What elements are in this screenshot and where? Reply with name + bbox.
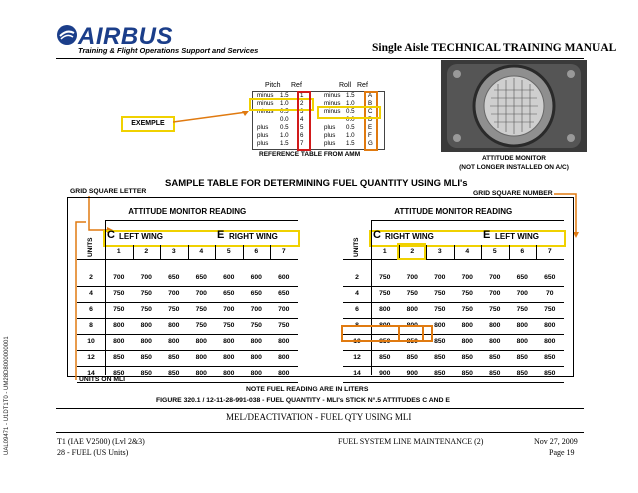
section-caption: MEL/DEACTIVATION - FUEL QTY USING MLI	[226, 412, 412, 422]
left-fuel-value: 800	[195, 338, 207, 345]
right-fuel-value: 800	[544, 338, 556, 345]
left-column-number: 4	[199, 248, 204, 255]
footer-page: Page 19	[549, 448, 575, 457]
right-fuel-value: 800	[516, 338, 528, 345]
right-fuel-value: 750	[489, 306, 501, 313]
right-column-number: 6	[520, 248, 525, 255]
left-column-number: 1	[116, 248, 121, 255]
left-fuel-value: 750	[250, 322, 262, 329]
left-fuel-value: 700	[140, 274, 152, 281]
right-fuel-value: 700	[461, 274, 473, 281]
right-fuel-value: 850	[489, 370, 501, 377]
pitch-value: 0.5	[280, 124, 289, 131]
right-fuel-value: 900	[406, 370, 418, 377]
roll-sign: plus	[324, 140, 336, 147]
right-fuel-value: 800	[489, 338, 501, 345]
right-fuel-value: 850	[379, 354, 391, 361]
right-fuel-value: 800	[544, 322, 556, 329]
right-column-divider	[481, 245, 482, 259]
right-fuel-value: 850	[516, 354, 528, 361]
pitch-ref-column-highlight	[297, 91, 311, 151]
right-fuel-value: 700	[434, 274, 446, 281]
left-fuel-value: 750	[195, 306, 207, 313]
left-column-divider	[270, 245, 271, 259]
left-reading-heading: ATTITUDE MONITOR READING	[128, 207, 247, 216]
pitch-ref: 3	[300, 108, 304, 115]
left-fuel-value: 700	[250, 306, 262, 313]
right-fuel-value: 700	[489, 274, 501, 281]
pitch-ref: 6	[300, 132, 304, 139]
airbus-wordmark: AIRBUS	[78, 23, 174, 50]
right-fuel-value: 850	[434, 370, 446, 377]
left-column-number: 2	[144, 248, 149, 255]
right-unit-divider	[371, 220, 372, 375]
left-unit-value: 6	[89, 306, 93, 313]
left-fuel-value: 800	[113, 322, 125, 329]
left-row-rule	[77, 350, 298, 351]
right-fuel-value: 700	[489, 290, 501, 297]
right-row-rule	[343, 350, 564, 351]
right-unit-value: 6	[355, 306, 359, 313]
left-fuel-value: 600	[278, 274, 290, 281]
grid-square-number-label: GRID SQUARE NUMBER	[473, 190, 553, 197]
left-fuel-value: 850	[113, 370, 125, 377]
left-wing-left-letter: C	[107, 229, 115, 241]
right-wing-right-letter: E	[483, 229, 491, 241]
reference-caption: REFERENCE TABLE FROM AMM	[259, 151, 361, 158]
pitch-ref: 2	[300, 100, 304, 107]
right-row-rule	[343, 318, 564, 319]
left-fuel-value: 850	[140, 370, 152, 377]
left-row-rule	[77, 334, 298, 335]
left-fuel-value: 800	[278, 354, 290, 361]
figure-caption: FIGURE 320.1 / 12-11-28-991-038 - FUEL QUANTITY - MLI's STICK N°.5 ATTITUDES C AND E	[156, 397, 450, 404]
right-column-divider	[426, 245, 427, 259]
roll-header: Roll	[339, 82, 352, 89]
roll-ref-header: Ref	[357, 82, 368, 89]
left-unit-value: 12	[87, 354, 95, 361]
exemple-label: EXEMPLE	[121, 116, 175, 132]
left-unit-divider	[105, 220, 106, 375]
footer-date: Nov 27, 2009	[534, 437, 578, 446]
right-fuel-value: 750	[434, 290, 446, 297]
right-fuel-value: 850	[489, 354, 501, 361]
left-fuel-value: 750	[278, 322, 290, 329]
left-row-rule	[77, 318, 298, 319]
left-fuel-value: 800	[250, 370, 262, 377]
right-fuel-value: 850	[516, 370, 528, 377]
left-fuel-value: 700	[113, 274, 125, 281]
left-units-label: UNITS	[87, 237, 94, 257]
left-fuel-value: 700	[278, 306, 290, 313]
right-fuel-value: 850	[379, 338, 391, 345]
left-row-rule	[77, 286, 298, 287]
table-title: SAMPLE TABLE FOR DETERMINING FUEL QUANTITY USING MLI's	[165, 178, 468, 189]
left-fuel-value: 800	[223, 338, 235, 345]
left-fuel-value: 750	[140, 306, 152, 313]
attitude-monitor-caption: ATTITUDE MONITOR	[481, 155, 547, 162]
right-fuel-value: 750	[406, 290, 418, 297]
right-fuel-value: 800	[434, 322, 446, 329]
pitch-sign: plus	[257, 140, 269, 147]
airbus-logo	[56, 24, 78, 51]
roll-value: 0.5	[346, 108, 355, 115]
pitch-header: Pitch	[265, 82, 281, 89]
roll-sign: plus	[324, 132, 336, 139]
right-unit-value: 8	[355, 322, 359, 329]
right-wing-left-letter: C	[373, 229, 381, 241]
right-column-number: 7	[547, 248, 552, 255]
right-fuel-value: 750	[434, 306, 446, 313]
right-column-divider	[536, 245, 537, 259]
left-fuel-value: 800	[250, 354, 262, 361]
left-fuel-value: 800	[278, 370, 290, 377]
roll-sign: minus	[324, 92, 341, 99]
left-fuel-value: 800	[223, 354, 235, 361]
right-reading-heading: ATTITUDE MONITOR READING	[394, 207, 513, 216]
logo-subtitle: Training & Flight Operations Support and Services	[78, 46, 259, 55]
right-column-number: 3	[437, 248, 442, 255]
left-unit-value: 4	[89, 290, 93, 297]
left-wing-left-label: LEFT WING	[119, 232, 163, 241]
left-fuel-value: 850	[113, 354, 125, 361]
roll-ref-column-highlight	[364, 91, 378, 151]
pitch-value: 1.0	[280, 100, 289, 107]
pitch-ref: 5	[300, 124, 304, 131]
right-units-label: UNITS	[353, 237, 360, 257]
left-header-rule	[77, 259, 298, 260]
right-fuel-value: 750	[461, 306, 473, 313]
pitch-value: 0.0	[280, 116, 289, 123]
pitch-sign: plus	[257, 132, 269, 139]
left-fuel-value: 800	[113, 338, 125, 345]
attitude-monitor-note: (NOT LONGER INSTALLED ON A/C)	[459, 164, 569, 171]
grid-square-letter-label: GRID SQUARE LETTER	[70, 188, 147, 195]
right-fuel-value: 750	[544, 306, 556, 313]
roll-highlight-row	[317, 106, 381, 119]
right-fuel-value: 850	[544, 370, 556, 377]
figure-rule	[56, 408, 584, 409]
left-fuel-value: 650	[250, 290, 262, 297]
right-fuel-value: 850	[434, 354, 446, 361]
left-fuel-value: 800	[223, 370, 235, 377]
result-850-highlight	[398, 325, 424, 342]
right-row-rule	[343, 286, 564, 287]
right-unit-value: 2	[355, 274, 359, 281]
roll-sign: minus	[324, 100, 341, 107]
right-row-rule	[343, 382, 564, 383]
left-fuel-value: 850	[168, 354, 180, 361]
pitch-value: 0.5	[280, 108, 289, 115]
right-unit-value: 14	[353, 370, 361, 377]
right-fuel-value: 800	[379, 306, 391, 313]
left-column-divider	[133, 245, 134, 259]
pitch-sign: minus	[257, 108, 274, 115]
left-column-number: 3	[171, 248, 176, 255]
manual-title: Single Aisle TECHNICAL TRAINING MANUAL	[372, 42, 617, 54]
left-fuel-value: 650	[278, 290, 290, 297]
right-unit-value: 4	[355, 290, 359, 297]
right-column-divider	[509, 245, 510, 259]
left-column-number: 7	[281, 248, 286, 255]
right-fuel-value: 700	[406, 274, 418, 281]
left-fuel-value: 850	[140, 354, 152, 361]
left-wing-right-letter: E	[217, 229, 225, 241]
left-fuel-value: 700	[195, 290, 207, 297]
right-fuel-value: 850	[434, 338, 446, 345]
footer-chapter: 28 - FUEL (US Units)	[57, 448, 129, 457]
roll-value: 1.5	[346, 92, 355, 99]
left-fuel-value: 800	[140, 322, 152, 329]
units-on-mli-label: UNITS ON MLI	[79, 376, 126, 383]
left-fuel-value: 800	[195, 354, 207, 361]
right-fuel-value: 800	[461, 322, 473, 329]
right-unit-value: 12	[353, 354, 361, 361]
roll-ref: E	[368, 124, 373, 131]
footer-rule	[56, 432, 584, 433]
left-heading-rule	[105, 220, 298, 221]
pitch-value: 1.5	[280, 92, 289, 99]
right-fuel-value: 800	[516, 322, 528, 329]
right-fuel-value: 750	[461, 290, 473, 297]
left-fuel-value: 750	[195, 322, 207, 329]
right-fuel-value: 650	[544, 274, 556, 281]
right-column-divider	[454, 245, 455, 259]
left-fuel-value: 800	[168, 338, 180, 345]
fuel-note: NOTE FUEL READING ARE IN LITERS	[246, 386, 369, 393]
left-fuel-value: 600	[250, 274, 262, 281]
left-fuel-value: 650	[168, 274, 180, 281]
right-header-rule	[343, 259, 564, 260]
left-row-rule	[77, 366, 298, 367]
right-fuel-value: 70	[545, 290, 554, 297]
roll-value: 1.5	[346, 140, 355, 147]
right-row-rule	[343, 302, 564, 303]
right-unit-value: 10	[353, 338, 361, 345]
right-fuel-value: 750	[516, 306, 528, 313]
roll-value: 1.0	[346, 132, 355, 139]
right-fuel-value: 800	[406, 322, 418, 329]
roll-value: 0.5	[346, 124, 355, 131]
right-fuel-value: 800	[461, 338, 473, 345]
right-column-number: 5	[492, 248, 497, 255]
left-fuel-value: 700	[168, 290, 180, 297]
right-fuel-value: 800	[489, 322, 501, 329]
left-fuel-value: 750	[223, 322, 235, 329]
left-unit-value: 14	[87, 370, 95, 377]
right-column-number: 4	[465, 248, 470, 255]
left-fuel-value: 850	[168, 370, 180, 377]
airbus-emblem-icon	[56, 24, 78, 46]
right-fuel-value: 850	[406, 338, 418, 345]
roll-ref: F	[368, 132, 372, 139]
right-fuel-value: 800	[379, 322, 391, 329]
right-heading-rule	[371, 220, 564, 221]
left-fuel-value: 800	[140, 338, 152, 345]
right-fuel-value: 850	[406, 354, 418, 361]
left-unit-value: 2	[89, 274, 93, 281]
roll-ref: B	[368, 100, 373, 107]
pitch-ref: 1	[300, 92, 304, 99]
roll-ref: G	[368, 140, 373, 147]
right-fuel-value: 850	[544, 354, 556, 361]
roll-ref: C	[368, 108, 373, 115]
roll-sign: plus	[324, 124, 336, 131]
left-fuel-value: 800	[250, 338, 262, 345]
right-fuel-value: 900	[379, 370, 391, 377]
right-wing-left-label: RIGHT WING	[385, 232, 434, 241]
left-fuel-value: 800	[195, 370, 207, 377]
roll-value: 0.0	[346, 116, 355, 123]
right-wing-right-label: LEFT WING	[495, 232, 539, 241]
pitch-value: 1.0	[280, 132, 289, 139]
right-row-rule	[343, 366, 564, 367]
left-wing-right-label: RIGHT WING	[229, 232, 278, 241]
right-fuel-value: 800	[406, 306, 418, 313]
left-fuel-value: 750	[140, 290, 152, 297]
footer-module: FUEL SYSTEM LINE MAINTENANCE (2)	[338, 437, 484, 446]
left-fuel-value: 600	[223, 274, 235, 281]
right-fuel-value: 850	[461, 370, 473, 377]
header-rule	[56, 58, 584, 59]
left-unit-value: 8	[89, 322, 93, 329]
roll-ref: A	[368, 92, 373, 99]
left-column-divider	[215, 245, 216, 259]
pitch-value: 1.5	[280, 140, 289, 147]
left-column-number: 6	[254, 248, 259, 255]
right-column-number: 1	[382, 248, 387, 255]
left-column-divider	[160, 245, 161, 259]
roll-value: 1.0	[346, 100, 355, 107]
right-column-number: 2	[410, 248, 415, 255]
left-unit-value: 10	[87, 338, 95, 345]
units-arrow-icon	[72, 220, 92, 385]
left-fuel-value: 650	[223, 290, 235, 297]
right-column-2-highlight	[397, 243, 426, 260]
right-fuel-value: 650	[516, 274, 528, 281]
left-fuel-value: 750	[168, 306, 180, 313]
roll-ref: D	[368, 116, 373, 123]
pitch-ref-header: Ref	[291, 82, 302, 89]
right-fuel-value: 700	[516, 290, 528, 297]
pitch-sign: minus	[257, 100, 274, 107]
left-column-divider	[243, 245, 244, 259]
right-fuel-value: 850	[461, 354, 473, 361]
right-fuel-value: 750	[379, 274, 391, 281]
pitch-sign: plus	[257, 124, 269, 131]
right-fuel-value: 750	[379, 290, 391, 297]
left-fuel-value: 700	[223, 306, 235, 313]
left-fuel-value: 800	[168, 322, 180, 329]
roll-sign: minus	[324, 108, 341, 115]
left-fuel-value: 750	[113, 306, 125, 313]
left-column-number: 5	[226, 248, 231, 255]
attitude-monitor-image	[441, 60, 587, 152]
pitch-sign: minus	[257, 92, 274, 99]
footer-course: T1 (IAE V2500) (Lvl 2&3)	[57, 437, 145, 446]
left-fuel-value: 750	[113, 290, 125, 297]
exemple-arrow-icon	[173, 110, 253, 126]
pitch-ref: 7	[300, 140, 304, 147]
left-row-rule	[77, 302, 298, 303]
left-column-divider	[188, 245, 189, 259]
pitch-ref: 4	[300, 116, 304, 123]
left-fuel-value: 650	[195, 274, 207, 281]
document-code: UAL09471 - U1DT1T0 - UM28D8000000001	[4, 336, 10, 455]
left-fuel-value: 800	[278, 338, 290, 345]
